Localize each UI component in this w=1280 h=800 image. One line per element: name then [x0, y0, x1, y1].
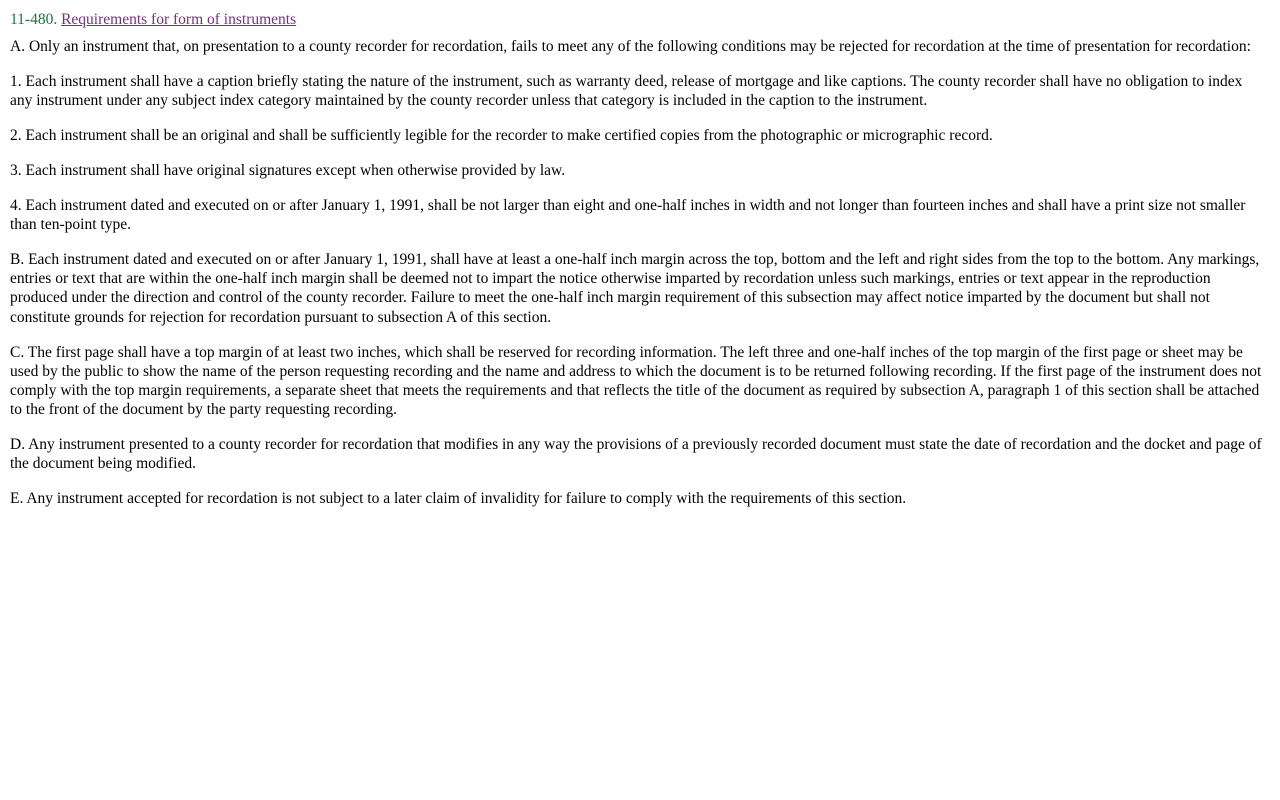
paragraph-a: A. Only an instrument that, on presentation to a county recorder for recordation, fails to meet any of the following conditions may be rejected for recordation at the time of presentation for recordation:	[10, 37, 1251, 55]
section-title-link[interactable]: Requirements for form of instruments	[61, 11, 297, 28]
paragraph-c: C. The first page shall have a top margin of at least two inches, which shall be reserved for recording information. The left three and one-half inches of the top margin of the first page or sheet may be used by the public to show the name of the person requesting recording and the name and address to which the document is to be returned following recording. If the first page of the instrument does not comply with the top margin requirements, a separate sheet that meets the requirements and that reflects the title of the document as required by subsection A, paragraph 1 of this section shall be attached to the front of the document by the party requesting recording.	[10, 343, 1262, 418]
section-number: 11-480.	[10, 11, 58, 28]
paragraph-a-1: 1. Each instrument shall have a caption briefly stating the nature of the instrument, such as warranty deed, release of mortgage and like captions. The county recorder shall have no obligation to index any instrument under any subject index category maintained by the county recorder unless that category is included in the caption to the instrument.	[10, 72, 1243, 110]
paragraph-a-2: 2. Each instrument shall be an original and shall be sufficiently legible for the recorder to make certified copies from the photographic or micrographic record.	[10, 127, 993, 145]
section-body	[10, 37, 1266, 508]
paragraph-a-4: 4. Each instrument dated and executed on or after January 1, 1991, shall be not larger than eight and one-half inches in width and not longer than fourteen inches and shall have a print size not smaller than ten-point type.	[10, 197, 1246, 234]
paragraph-a-3: 3. Each instrument shall have original signatures except when otherwise provided by law.	[10, 162, 566, 180]
paragraph-d: D. Any instrument presented to a county recorder for recordation that modifies in any way the provisions of a previously recorded document must state the date of recordation and the docket and page of the document being modified.	[10, 435, 1262, 472]
paragraph-b: B. Each instrument dated and executed on or after January 1, 1991, shall have at least a one-half inch margin across the top, bottom and the left and right sides from the top to the bottom. Any markings, entries or text that are within the one-half inch margin shall be deemed not to impart the notice otherwise imparted by recordation unless such markings, entries or text appear in the reproduction produced under the direction and control of the county recorder. Failure to meet the one-half inch margin requirement of this subsection may affect notice imparted by the document but shall not constitute grounds for rejection for recordation pursuant to subsection A of this section.	[10, 251, 1260, 326]
section-heading	[10, 10, 1266, 31]
paragraph-e: E. Any instrument accepted for recordation is not subject to a later claim of invalidity for failure to comply with the requirements of this section.	[10, 489, 907, 507]
